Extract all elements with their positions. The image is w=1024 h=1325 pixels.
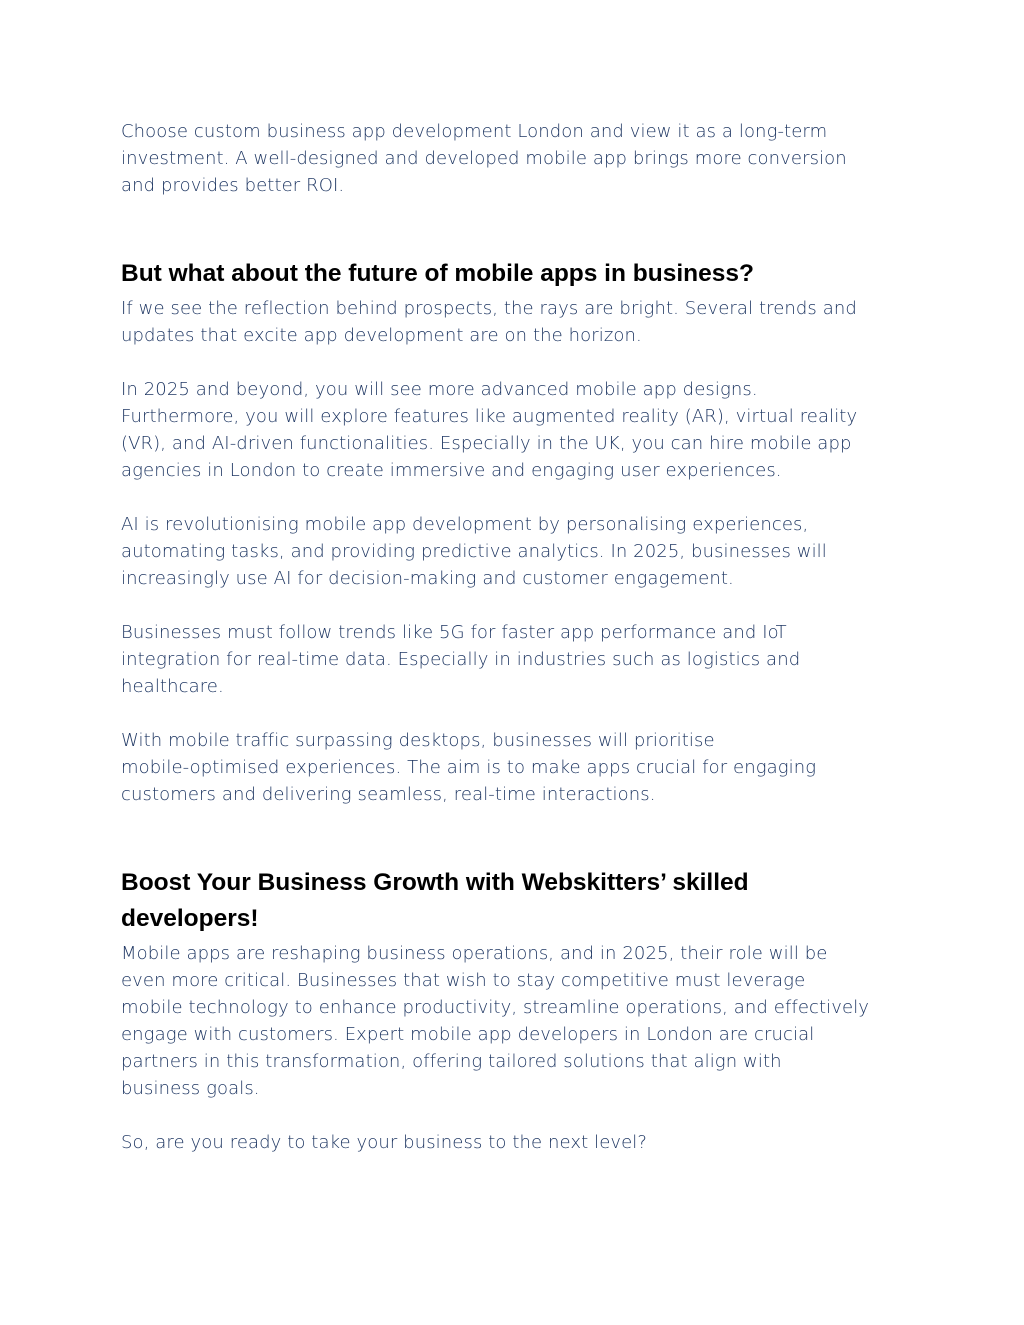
text-line: partners in this transformation, offering tailored solutions that align with	[121, 1051, 782, 1072]
paragraph-5g-iot	[121, 619, 911, 700]
text-line: In 2025 and beyond, you will see more advanced mobile app designs.	[121, 379, 758, 400]
text-line: and provides better ROI.	[121, 175, 345, 196]
heading-line: Boost Your Business Growth with Webskitters’ skilled	[121, 869, 749, 896]
text-line: integration for real-time data. Especially in industries such as logistics and	[121, 649, 801, 670]
text-line: automating tasks, and providing predictive analytics. In 2025, businesses will	[121, 541, 827, 562]
paragraph-ai	[121, 511, 911, 592]
text-line: mobile technology to enhance productivity, streamline operations, and effectively	[121, 997, 870, 1018]
text-line: mobile-optimised experiences. The aim is to make apps crucial for engaging	[121, 757, 817, 778]
paragraph-prospects	[121, 295, 911, 349]
text-line: If we see the reflection behind prospects, the rays are bright. Several trends and	[121, 298, 857, 319]
heading-line: developers!	[121, 905, 259, 932]
text-line: even more critical. Businesses that wish to stay competitive must leverage	[121, 970, 806, 991]
intro-paragraph	[121, 118, 911, 199]
paragraph-mobile-traffic	[121, 727, 911, 808]
text-line: So, are you ready to take your business to the next level?	[121, 1132, 648, 1153]
section-heading-boost-growth	[121, 865, 911, 937]
text-line: agencies in London to create immersive and engaging user experiences.	[121, 460, 782, 481]
text-line: business goals.	[121, 1078, 260, 1099]
text-line: Businesses must follow trends like 5G for faster app performance and IoT	[121, 622, 787, 643]
paragraph-call-to-action	[121, 1129, 911, 1156]
text-line: (VR), and AI-driven functionalities. Especially in the UK, you can hire mobile app	[121, 433, 852, 454]
text-line: AI is revolutionising mobile app development by personalising experiences,	[121, 514, 809, 535]
text-line: Furthermore, you will explore features like augmented reality (AR), virtual reality	[121, 406, 858, 427]
paragraph-2025-designs	[121, 376, 911, 484]
section-heading-future: But what about the future of mobile apps in business?	[121, 260, 754, 287]
text-line: engage with customers. Expert mobile app developers in London are crucial	[121, 1024, 815, 1045]
text-line: investment. A well-designed and developed mobile app brings more conversion	[121, 148, 847, 169]
document-page	[121, 118, 911, 1156]
text-line: Choose custom business app development London and view it as a long-term	[121, 121, 828, 142]
text-line: updates that excite app development are on the horizon.	[121, 325, 642, 346]
text-line: increasingly use AI for decision-making and customer engagement.	[121, 568, 734, 589]
text-line: healthcare.	[121, 676, 224, 697]
paragraph-reshaping	[121, 940, 911, 1102]
text-line: With mobile traffic surpassing desktops, businesses will prioritise	[121, 730, 715, 751]
text-line: Mobile apps are reshaping business operations, and in 2025, their role will be	[121, 943, 828, 964]
text-line: customers and delivering seamless, real-time interactions.	[121, 784, 656, 805]
